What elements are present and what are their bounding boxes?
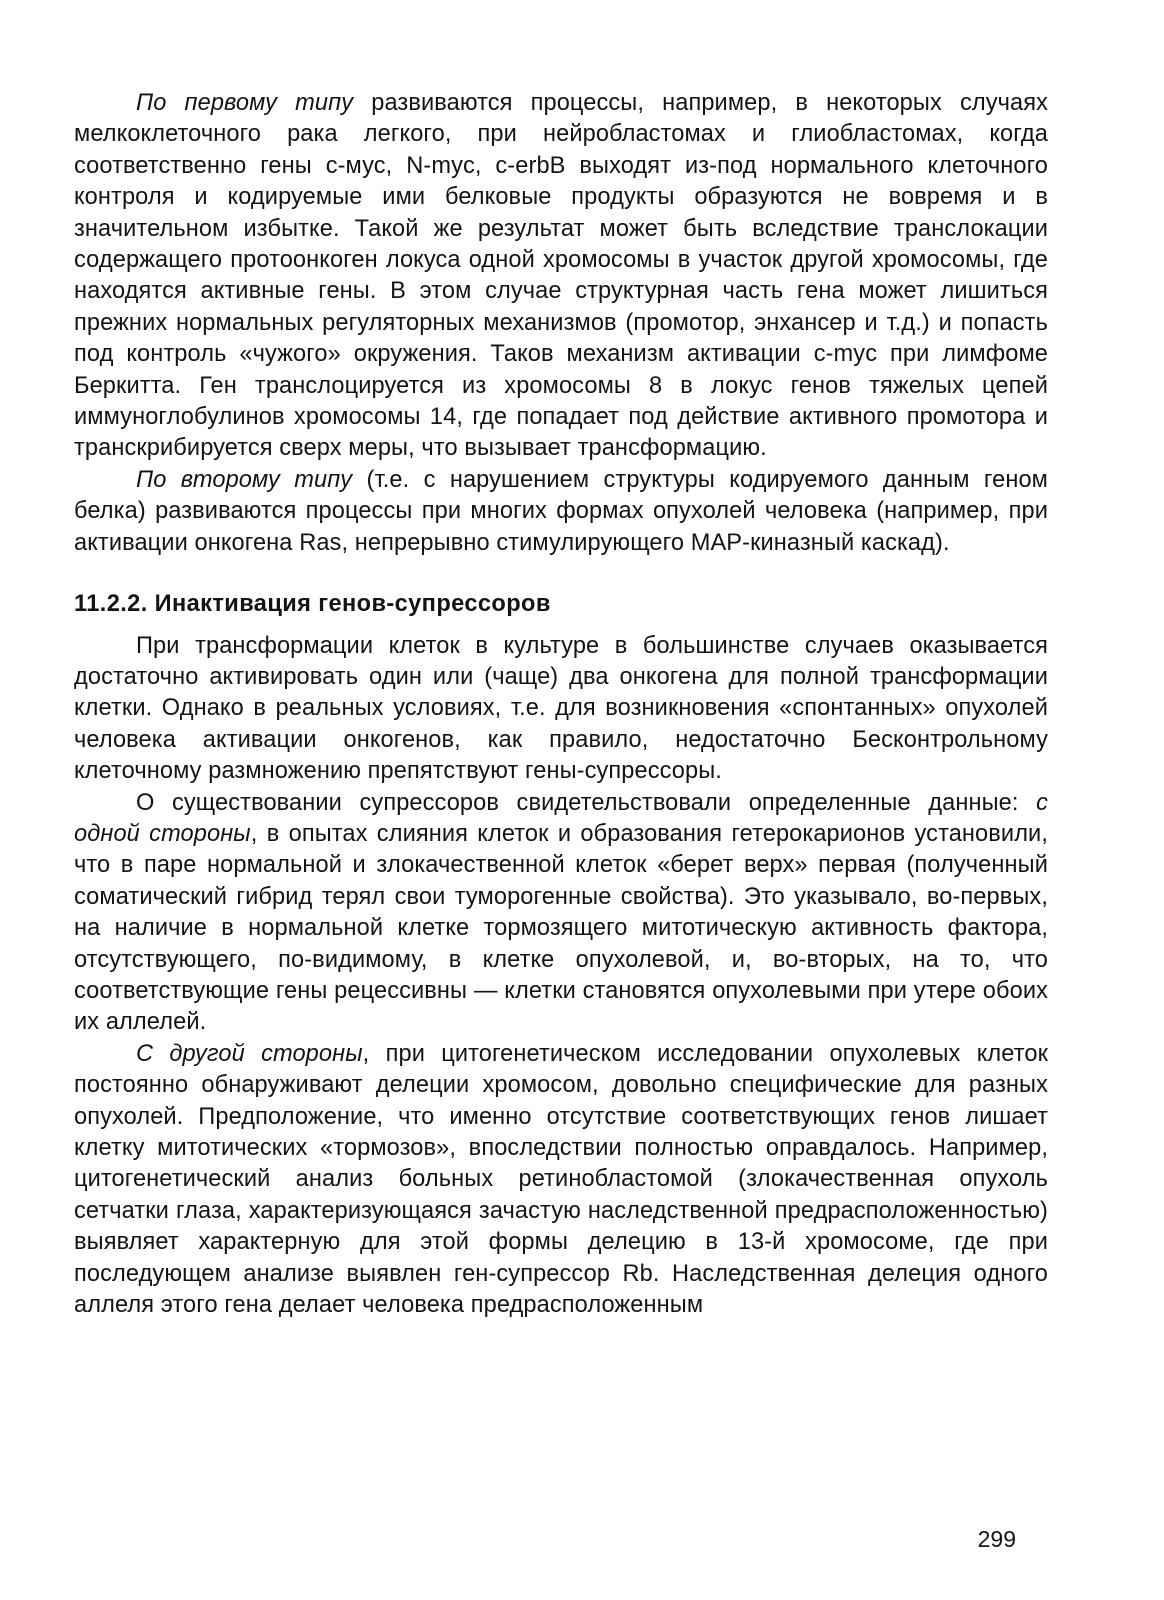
section-heading: 11.2.2. Инактивация генов-супрессоров [74, 591, 551, 618]
paragraph-text: (т.е. с нарушением структуры кодируемого данным геном белка) развиваются процессы при многих формах опухолей человека (например, при активации онкогена Ras, непрерывно стимулирующего МАР-киназный каскад). [74, 466, 1048, 556]
italic-lead: По первому типу [136, 90, 354, 116]
paragraph-transformation: При трансформации клеток в культуре в большинстве случаев оказывается достаточно активировать один или (чаще) два онкогена для полной трансформации клетки. Однако в реальных условиях, т.е. для возникновения «спонтанных» опухолей человека активации онкогенов, как правило, недостаточно Бесконтрольному клеточному размножению препятствуют гены-супрессоры. [74, 632, 1048, 785]
italic-lead: По второму типу [136, 466, 353, 493]
italic-lead: С другой стороны [136, 1040, 363, 1067]
paragraph-text: , при цитогенетическом исследовании опухолевых клеток постоянно обнаруживают делеции хромосом, довольно специфические для разных опухолей. Предположение, что именно отсутствие соответствующих генов лишает клетку митотических «тормозов», впоследствии полностью оправдалось. Например, цитогенетический анализ больных ретинобластомой (злокачественная опухоль сетчатки глаза, характеризующаяся зачастую наследственной предрасположенностью) выявляет характерную для этой формы делецию в 13-й хромосоме, где при последующем анализе выявлен ген-супрессор Rb. Наследственная делеция одного аллеля этого гена делает человека предрасположенным [74, 1040, 1049, 1319]
italic-lead: с одной стороны [74, 789, 1048, 847]
paragraph-suppressors-evidence [74, 788, 1048, 1039]
paragraph-second-type [74, 465, 1048, 559]
page-number: 299 [977, 1526, 1016, 1552]
paragraph-first-type [74, 88, 1048, 465]
paragraph-text-before: О существовании супрессоров свидетельствовали определенные данные: [136, 789, 1037, 816]
paragraph-text-after: , в опытах слияния клеток и образования гетерокарионов установили, что в паре нормальной и злокачественной клеток «берет верх» первая (полученный соматический гибрид терял свои туморогенные свойства). Это указывало, во-первых, на наличие в нормальной клетке тормозящего митотическую активность фактора, отсутствующего, по-видимому, в клетке опухолевой, и, во-вторых, на то, что соответствующие гены рецессивны — клетки становятся опухолевыми при утере обоих их аллелей. [74, 820, 1048, 1036]
paragraph-other-side [74, 1039, 1048, 1322]
paragraph-text: развиваются процессы, например, в некоторых случаях мелкоклеточного рака легкого, при нейробластомах и глиобластомах, когда соответственно гены с-мус, N-myc, c-erbB выходят из-под нормального клеточного контроля и кодируемые ими белковые продукты образуются не вовремя и в значительном избытке. Такой же результат может быть вследствие транслокации содержащего протоонкоген локуса одной хромосомы в участок другой хромосомы, где находятся активные гены. В этом случае структурная часть гена может лишиться прежних нормальных регуляторных механизмов (промотор, энхансер и т.д.) и попасть под контроль «чужого» окружения. Таков механизм активации с-myc при лимфоме Беркитта. Ген транслоцируется из хромосомы 8 в локус генов тяжелых цепей иммуноглобулинов хромосомы 14, где попадает под действие активного промотора и транскрибируется сверх меры, что вызывает трансформацию. [74, 90, 1048, 462]
